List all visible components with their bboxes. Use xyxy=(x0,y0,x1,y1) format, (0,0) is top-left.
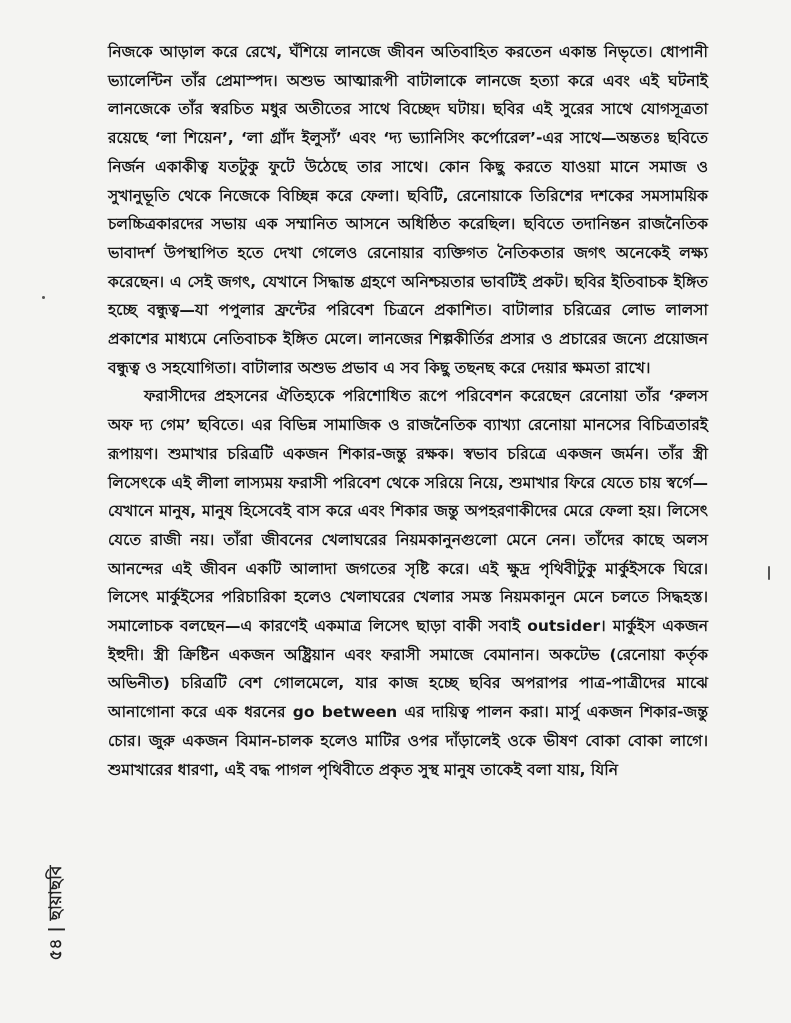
page-number: ৫৪ xyxy=(46,938,66,961)
page-margin-label xyxy=(40,828,74,998)
body-text xyxy=(108,38,708,784)
publication-name: ছায়াছবি xyxy=(46,865,66,921)
paragraph-2: ফরাসীদের প্রহসনের ঐতিহ্যকে পরিশোধিত রূপে পরিবেশন করেছেন রেনোয়া তাঁর ‘রুলস অফ দ্য গেম’ ছবিতে। এর বিভিন্ন সামাজিক ও রাজনৈতিক ব্যাখ্যা রেনোয়া মানসের বিচিত্রতারই রূপায়ণ। শুমাখার চরিত্রটি একজন শিকার-জন্তু রক্ষক। স্বভাব চরিত্রে একজন জর্মন। তাঁর স্ত্রী লিসেৎকে এই লীলা লাস্যময় ফরাসী পরিবেশ থেকে সরিয়ে নিয়ে, শুমাখার ফিরে যেতে চায় স্বর্গে—যেখানে মানুষ, মানুষ হিসেবেই বাস করে এবং শিকার জন্তু অপহরণাকীদের মেরে ফেলা হয়। লিসেৎ যেতে রাজী নয়। তাঁরা জীবনের খেলাঘরের নিয়মকানুনগুলো মেনে নেন। তাঁদের কাছে অলস আনন্দের এই জীবন একটি আলাদা জগতের সৃষ্টি করে। এই ক্ষুদ্র পৃথিবীটুকু মার্কুইসকে ঘিরে। লিসেৎ মার্কুইসের পরিচারিকা হলেও খেলাঘরের খেলার সমস্ত নিয়মকানুন মেনে চলতে সিদ্ধহস্ত। সমালোচক বলছেন—এ কারণেই একমাত্র লিসেৎ ছাড়া বাকী সবাই outsider। মার্কুইস একজন ইহুদী। স্ত্রী ক্রিষ্টিন একজন অষ্ট্রিয়ান এবং ফরাসী সমাজে বেমানান। অকটেভ (রেনোয়া কর্তৃক অভিনীত) চরিত্রটি বেশ গোলমেলে, যার কাজ হচ্ছে ছবির অপরাপর পাত্র-পাত্রীদের মাঝে আনাগোনা করে এক ধরনের go between এর দায়িত্ব পালন করা। মার্সু একজন শিকার-জন্তু চোর। জুরু একজন বিমান-চালক হলেও মাটির ওপর দাঁড়ালেই ওকে ভীষণ বোকা বোকা লাগে। শুমাখারের ধারণা, এই বদ্ধ পাগল পৃথিবীতে প্রকৃত সুস্থ মানুষ তাকেই বলা যায়, যিনি xyxy=(108,387,708,779)
paragraph-1: নিজকে আড়াল করে রেখে, ঘঁশিয়ে লানজে জীবন অতিবাহিত করতেন একান্ত নিভৃতে। ধোপানী ভ্যালেন্টিন তাঁর প্রেমাস্পদ। অশুভ আত্মারূপী বাটালাকে লানজে হত্যা করে এবং এই ঘটনাই লানজেকে তাঁর স্বরচিত মধুর অতীতের সাথে বিচ্ছেদ ঘটায়। ছবির এই সুরের সাথে যোগসূত্রতা রয়েছে ‘লা শিয়েন’, ‘লা গ্রাঁদ ইলুস্যঁ’ এবং ‘দ্য ভ্যানিসিং কর্পোরেল’-এর সাথে—অন্ততঃ ছবিতে নির্জন একাকীত্ব যতটুকু ফুটে উঠেছে তার সাথে। কোন কিছু করতে যাওয়া মানে সমাজ ও সুখানুভূতি থেকে নিজেকে বিচ্ছিন্ন করে ফেলা। ছবিটি, রেনোয়াকে তিরিশের দশকের সমসাময়িক চলচ্চিত্রকারদের সভায় এক সম্মানিত আসনে অধিষ্ঠিত করেছিল। ছবিতে তদানিন্তন রাজনৈতিক ভাবাদর্শ উপস্থাপিত হতে দেখা গেলেও রেনোয়ার ব্যক্তিগত নৈতিকতার জগৎ অনেকেই লক্ষ্য করেছেন। এ সেই জগৎ, যেখানে সিদ্ধান্ত গ্রহণে অনিশ্চয়তার ভাবটিই প্রকট। ছবির ইতিবাচক ইঙ্গিত হচ্ছে বন্ধুত্ব—যা পপুলার ফ্রন্টের পরিবেশ চিত্রনে প্রকাশিত। বাটালার চরিত্রের লোভ লালসা প্রকাশের মাধ্যমে নেতিবাচক ইঙ্গিত মেলে। লানজের শিল্পকীর্তির প্রসার ও প্রচারের জন্যে প্রয়োজন বন্ধুত্ব ও সহযোগিতা। বাটালার অশুভ প্রভাব এ সব কিছু তছনছ করে দেয়ার ক্ষমতা রাখে। xyxy=(108,43,708,377)
margin-speck xyxy=(768,566,770,580)
footer-separator: | xyxy=(46,920,66,933)
page-footer xyxy=(43,866,71,961)
margin-speck xyxy=(42,296,45,299)
